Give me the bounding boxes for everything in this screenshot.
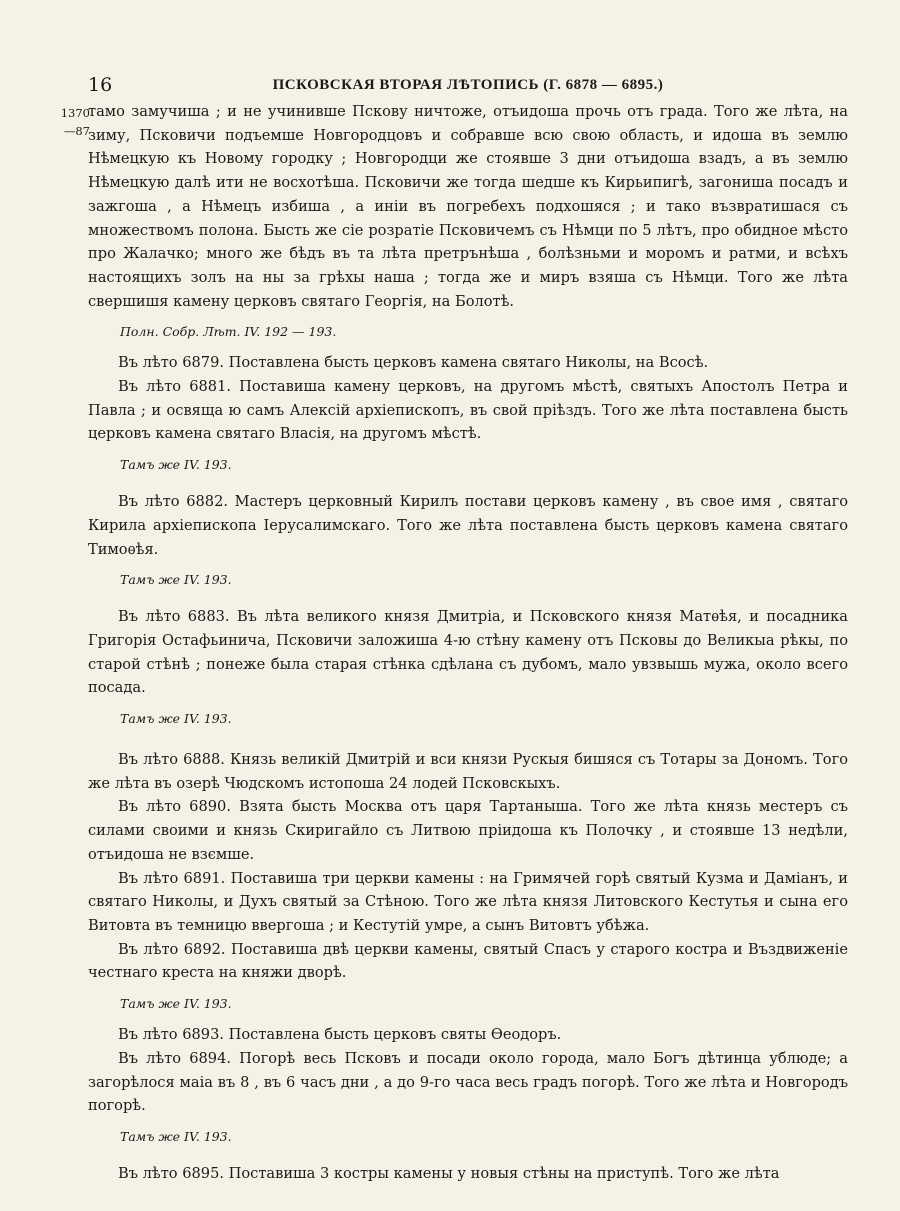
chronicle-text (88, 100, 848, 1186)
source-citation: Тамъ же IV. 193. (120, 457, 232, 473)
source-citation: Полн. Собр. Лѣт. IV. 192 — 193. (120, 324, 337, 340)
paragraph: Въ лѣто 6879. Поставлена бысть церковъ камена святаго Николы, на Всосѣ. (118, 354, 709, 372)
paragraph: Въ лѣто 6893. Поставлена бысть церковъ святы Ѳеодоръ. (118, 1026, 562, 1044)
paragraph: Въ лѣто 6890. Взята бысть Москва отъ царя Тартаныша. Того же лѣта князь местеръ съ силами своими и князь Скиригайло съ Литвою прiидоша къ Полочку , и стоявше 13 недѣли, отъидоша не взємше. (88, 798, 848, 863)
page-number: 16 (88, 74, 113, 96)
source-citation: Тамъ же IV. 193. (120, 572, 232, 588)
paragraph: Въ лѣто 6894. Погорѣ весь Псковъ и посади около города, мало Богъ дѣтинца ублюде; а загорѣлося маiа въ 8 , въ 6 часъ дни , а до 9-го часа весь градъ погорѣ. Того же лѣта и Новгородъ погорѣ. (88, 1049, 848, 1115)
margin-year-end: —87 (63, 124, 90, 138)
paragraph: Въ лѣто 6888. Князь великiй Дмитрiй и вси князи Рускыя бишяся съ Тотары за Дономъ. Того же лѣта въ озерѣ Чюдскомъ истопоша 24 лодей Псковскыхъ. (88, 751, 848, 792)
source-citation: Тамъ же IV. 193. (120, 996, 232, 1012)
paragraph: Въ лѣто 6881. Поставиша камену церковъ, на другомъ мѣстѣ, святыхъ Апостолъ Петра и Павла ; и освяща ю самъ Алексiй архiепископъ, въ свой прiѣздъ. Того же лѣта поставлена бысть церковъ камена святаго Власiя, на другомъ мѣстѣ. (88, 378, 848, 443)
running-head (88, 72, 848, 98)
paragraph: Въ лѣто 6891. Поставиша три церкви камены : на Гримячей горѣ святый Кузма и Дамiанъ, и святаго Николы, и Духъ святый за Стѣною. Того же лѣта князя Литовского Кестутья и сына его Витовта въ темницю ввергоша ; и Кестутiй умре, а сынъ Витовтъ убѣжа. (88, 869, 848, 934)
paragraph: Въ лѣто 6895. Поставиша 3 костры камены у новыя стѣны на приступѣ. Того же лѣта (118, 1164, 780, 1182)
running-title: ПСКОВСКАЯ ВТОРАЯ ЛѢТОПИСЬ (Г. 6878 — 6895.) (272, 76, 664, 93)
paragraph: Въ лѣто 6892. Поставиша двѣ церкви камены, святый Спасъ у старого костра и Въздвиженiе честнаго креста на княжи дворѣ. (88, 940, 848, 982)
margin-year-start: 1370 (60, 106, 90, 120)
source-citation: Тамъ же IV. 193. (120, 711, 232, 727)
source-citation: Тамъ же IV. 193. (120, 1128, 232, 1144)
margin-year-range (56, 104, 90, 140)
paragraph: Въ лѣто 6883. Въ лѣта великого князя Дмитрiа, и Псковского князя Матѳѣя, и посадника Григорiя Остафьинича, Псковичи заложиша 4-ю стѣну камену отъ Псковы до Великыа рѣкы, по старой стѣнѣ ; понеже была старая стѣнка сдѣлана съ дубомъ, мало увзвышь мужа, около всего посада. (88, 608, 848, 697)
paragraph: Въ лѣто 6882. Мастеръ церковный Кирилъ постави церковъ камену , въ свое имя , святаго Кирила архiепископа Iерусалимскаго. Того же лѣта поставлена бысть церковъ камена святаго Тимоѳѣя. (88, 493, 848, 558)
paragraph: тамо замучиша ; и не учинивше Пскову ничтоже, отъидоша прочь отъ града. Того же лѣта, на зиму, Псковичи подъемше Новгородцовъ и собравше всю свою область, и идоша въ землю Нѣмецкую къ Новому городку ; Новгородци же стоявше 3 дни отъидоша взадъ, а въ землю Нѣмецкую далѣ ити не восхотѣша. Псковичи же тогда шедше къ Кирьипигѣ, загониша посадъ и зажгоша , а Нѣмецъ избиша , а инiи въ погребехъ подхошяся ; и тако възвратишася съ множествомъ полона. Бысть же сiе розратiе Псковичемъ съ Нѣмци по 5 лѣтъ, про обидное мѣсто про Жалачко; много же бѣдъ въ та лѣта претрънѣша , болѣзньми и моромъ и ратми, и всѣхъ настоящихъ золъ на ны за грѣхы наша ; тогда же и миръ взяша съ Нѣмци. Того же лѣта свершишя камену церковъ святаго Георгiя, на Болотѣ. (88, 103, 848, 310)
